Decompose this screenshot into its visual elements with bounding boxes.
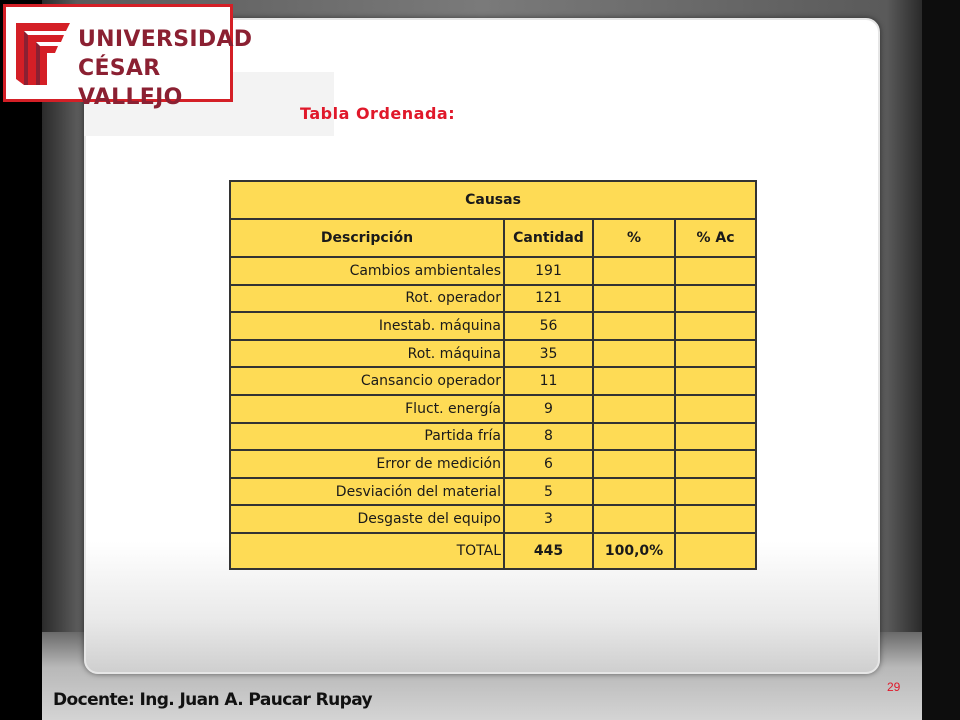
row-description: Rot. operador — [230, 285, 504, 313]
row-cumulative-percent — [675, 312, 756, 340]
right-margin-bar — [922, 0, 960, 720]
row-percent — [593, 423, 675, 451]
row-quantity: 56 — [504, 312, 593, 340]
row-quantity: 121 — [504, 285, 593, 313]
row-quantity: 11 — [504, 367, 593, 395]
column-header-percent: % — [593, 219, 675, 257]
row-percent — [593, 257, 675, 285]
row-percent — [593, 285, 675, 313]
row-quantity: 191 — [504, 257, 593, 285]
total-cumulative-percent — [675, 533, 756, 569]
row-quantity: 35 — [504, 340, 593, 368]
total-percent: 100,0% — [593, 533, 675, 569]
column-header-quantity: Cantidad — [504, 219, 593, 257]
column-header-cumulative-percent: % Ac — [675, 219, 756, 257]
row-cumulative-percent — [675, 423, 756, 451]
page-number: 29 — [887, 680, 901, 694]
total-row — [230, 533, 756, 569]
table-row — [230, 395, 756, 423]
table-row — [230, 423, 756, 451]
column-header-description: Descripción — [230, 219, 504, 257]
university-name — [78, 25, 252, 112]
row-percent — [593, 395, 675, 423]
university-name-line1: UNIVERSIDAD — [78, 27, 253, 52]
total-quantity: 445 — [504, 533, 593, 569]
slide-title: Tabla Ordenada: — [300, 104, 456, 123]
row-description: Cansancio operador — [230, 367, 504, 395]
row-percent — [593, 450, 675, 478]
row-cumulative-percent — [675, 450, 756, 478]
table-row — [230, 478, 756, 506]
total-label: TOTAL — [230, 533, 504, 569]
university-crest-icon — [14, 21, 72, 87]
row-quantity: 6 — [504, 450, 593, 478]
row-quantity: 8 — [504, 423, 593, 451]
row-description: Partida fría — [230, 423, 504, 451]
table-row — [230, 257, 756, 285]
table-group-header: Causas — [230, 181, 756, 219]
row-percent — [593, 367, 675, 395]
row-description: Fluct. energía — [230, 395, 504, 423]
table-row — [230, 505, 756, 533]
table-row — [230, 367, 756, 395]
row-quantity: 5 — [504, 478, 593, 506]
row-cumulative-percent — [675, 285, 756, 313]
row-description: Rot. máquina — [230, 340, 504, 368]
university-name-line2: CÉSAR VALLEJO — [78, 56, 183, 110]
row-quantity: 9 — [504, 395, 593, 423]
row-percent — [593, 505, 675, 533]
row-percent — [593, 340, 675, 368]
row-cumulative-percent — [675, 395, 756, 423]
table-row — [230, 340, 756, 368]
row-quantity: 3 — [504, 505, 593, 533]
row-percent — [593, 478, 675, 506]
row-cumulative-percent — [675, 505, 756, 533]
table-row — [230, 450, 756, 478]
footer-instructor: Docente: Ing. Juan A. Paucar Rupay — [53, 690, 373, 710]
row-cumulative-percent — [675, 340, 756, 368]
row-description: Cambios ambientales — [230, 257, 504, 285]
table-row — [230, 285, 756, 313]
university-logo — [3, 4, 253, 110]
row-cumulative-percent — [675, 478, 756, 506]
table-row — [230, 312, 756, 340]
row-percent — [593, 312, 675, 340]
row-description: Desviación del material — [230, 478, 504, 506]
row-cumulative-percent — [675, 367, 756, 395]
row-cumulative-percent — [675, 257, 756, 285]
row-description: Error de medición — [230, 450, 504, 478]
row-description: Inestab. máquina — [230, 312, 504, 340]
row-description: Desgaste del equipo — [230, 505, 504, 533]
causes-table — [229, 180, 757, 570]
